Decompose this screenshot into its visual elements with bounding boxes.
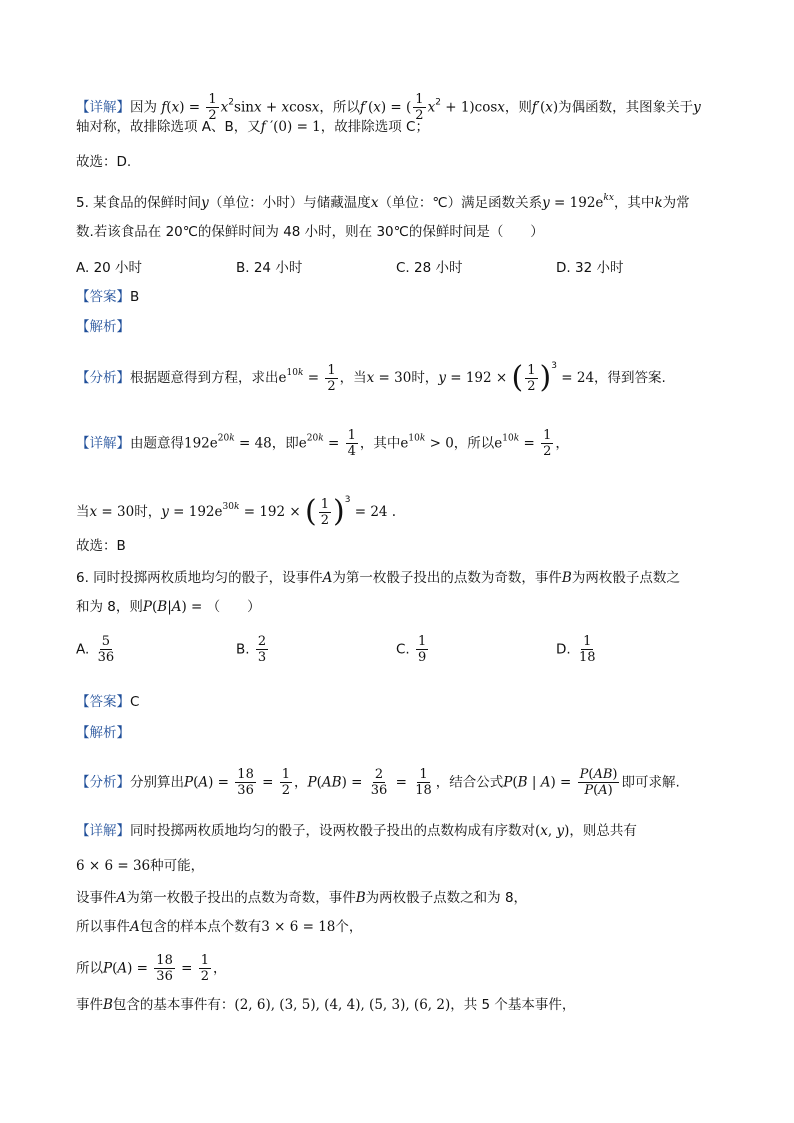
q6-option-d: D. $\frac{1}{18}$ xyxy=(556,634,596,665)
q6-detail-line-2: 6 × 6 = 36种可能， xyxy=(76,858,205,874)
q6-detail-line-4: 所以事件A包含的样本点个数有3 × 6 = 18个， xyxy=(76,919,363,935)
q6-answer: 【答案】C xyxy=(76,694,140,710)
q5-option-d: D. 32 小时 xyxy=(556,260,624,276)
q5-reasoning: 【分析】根据题意得到方程，求出$e^{10k}$ = $\frac{1}{2}$ ，当x = 30时，y = 192 × ( $\frac{1}{2}$ )$^3$ = 24，得到答案. xyxy=(76,360,666,395)
q5-detail-line-1: 【详解】由题意得$192e^{20k} = 48$，即$e^{20k}$ = $\frac{1}{4}$ ，其中$e^{10k} > 0$，所以$e^{10k}$ = $\frac{1}{2}$ ， xyxy=(76,428,569,459)
q6-analysis-label: 【解析】 xyxy=(76,725,130,741)
q6-reasoning: 【分析】分别算出P(A) = $\frac{18}{36}$ = $\frac{1}{2}$ ，P(AB) = $\frac{2}{36}$ = $\frac{1}{18}$ ，结合公式P(B | A) = $\frac{P(AB)}{P(A)}$ 即可求解. xyxy=(76,767,680,798)
q5-detail-line-2: 当x = 30时，$y = 192e^{30k} = 192$ × ( $\frac{1}{2}$ )$^3$ = 24 . xyxy=(76,494,397,529)
q6-stem-line-2: 和为 8，则P(B|A) = （ ） xyxy=(76,599,261,615)
detail-label: 【详解】 xyxy=(76,99,130,116)
q5-stem-line-2: 数.若该食品在 20℃的保鲜时间为 48 小时，则在 30℃的保鲜时间是（ ） xyxy=(76,224,544,240)
q6-option-c: C. $\frac{1}{9}$ xyxy=(396,634,427,665)
q6-option-a: A. $\frac{5}{36}$ xyxy=(76,634,115,665)
q4-detail-line-1: 【详解】因为 f(x) = $\frac{1}{2}$ $x^2\sin x + xcosx$，所以f′(x) = ( $\frac{1}{2}$ $x^2 + 1)\cos x$，则f′(x)为偶函数，其图象关于y xyxy=(76,92,701,123)
q6-detail-line-6: 事件B包含的基本事件有：(2, 6), (3, 5), (4, 4), (5, 3), (6, 2)，共 5 个基本事件， xyxy=(76,997,576,1013)
q5-option-c: C. 28 小时 xyxy=(396,260,463,276)
q5-stem-line-1: 5. 某食品的保鲜时间y（单位：小时）与储藏温度x（单位：℃）满足函数关系$y = 192e^{kx}$，其中k为常 xyxy=(76,193,690,211)
q6-stem-line-1: 6. 同时投掷两枚质地均匀的骰子，设事件A为第一枚骰子投出的点数为奇数，事件B为两枚骰子点数之 xyxy=(76,570,680,586)
q4-conclusion: 故选：D. xyxy=(76,154,132,170)
q5-conclusion: 故选：B xyxy=(76,538,126,554)
q6-detail-line-3: 设事件A为第一枚骰子投出的点数为奇数，事件B为两枚骰子点数之和为 8， xyxy=(76,890,528,906)
q6-option-b: B. $\frac{2}{3}$ xyxy=(236,634,267,665)
q6-detail-line-5: 所以P(A) = $\frac{18}{36}$ = $\frac{1}{2}$ ， xyxy=(76,953,227,984)
q6-detail-line-1: 【详解】同时投掷两枚质地均匀的骰子，设两枚骰子投出的点数构成有序数对(x, y)，则总共有 xyxy=(76,823,637,839)
q5-answer: 【答案】B xyxy=(76,289,140,305)
q4-detail-line-2: 轴对称，故排除选项 A、B，又f ′(0) = 1，故排除选项 C； xyxy=(76,119,429,135)
q5-analysis-label: 【解析】 xyxy=(76,319,130,335)
q5-option-a: A. 20 小时 xyxy=(76,260,143,276)
q5-option-b: B. 24 小时 xyxy=(236,260,303,276)
